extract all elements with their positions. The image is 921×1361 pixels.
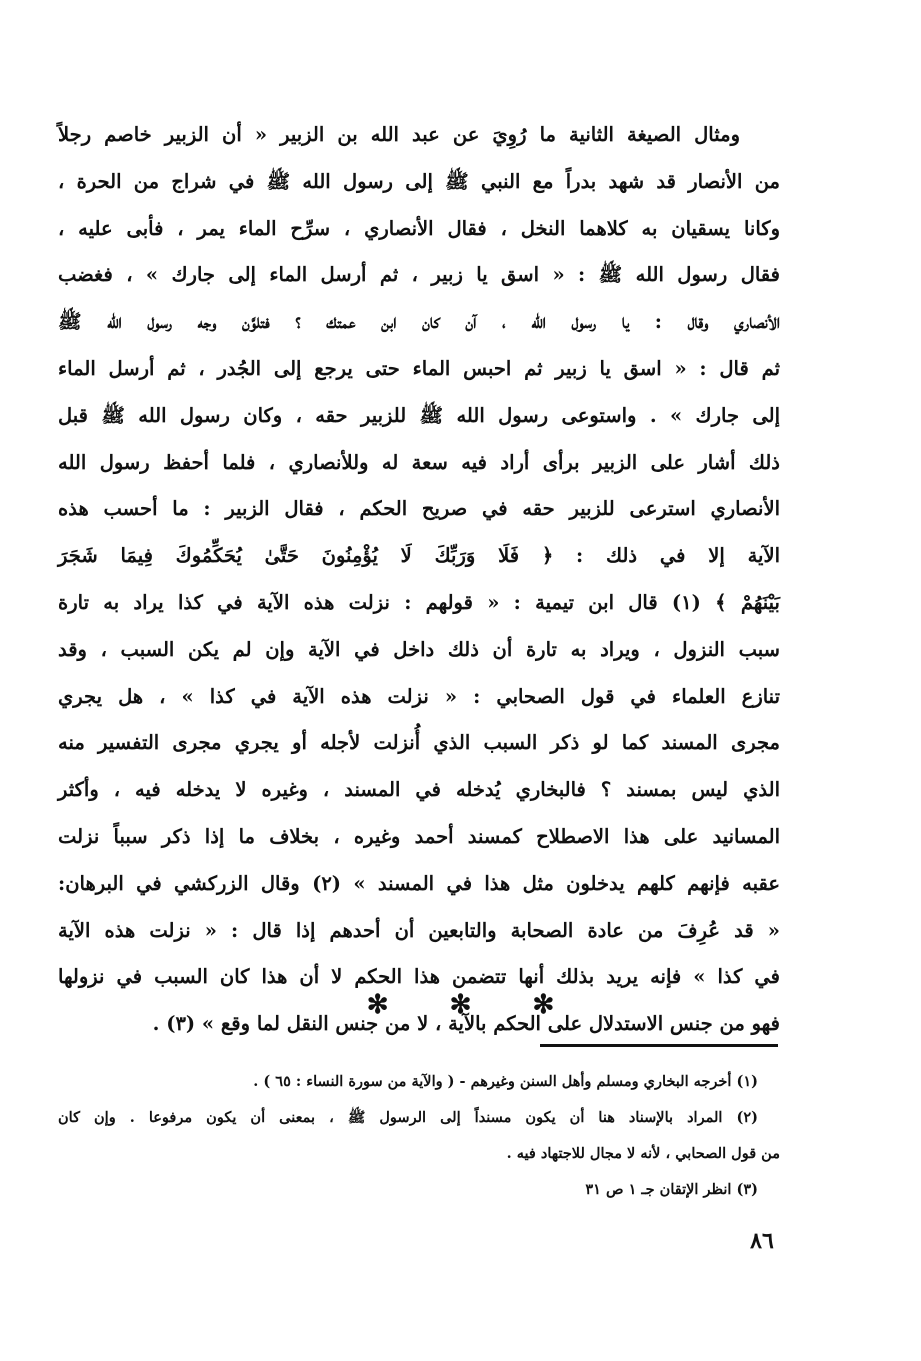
text-line: عقبه فإنهم كلهم يدخلون مثل هذا في المسند » (٢) وقال الزركشي في البرهان:: [58, 871, 780, 895]
text-line: إلى جارك » . واستوعى رسول الله ﷺ للزبير حقه ، وكان رسول الله ﷺ قبل: [58, 403, 780, 427]
footnote-3: (٣) انظر الإتقان جـ ١ ص ٣١: [585, 1181, 758, 1198]
footnote-rule: [540, 1044, 778, 1047]
main-text: [58, 112, 780, 1048]
text-line: الأنصاري استرعى للزبير حقه في صريح الحكم ، فقال الزبير : ما أحسب هذه: [58, 497, 780, 521]
footnote-2-continuation: من قول الصحابي ، لأنه لا مجال للاجتهاد فيه .: [506, 1145, 780, 1162]
text-line: الآية إلا في ذلك : ﴿ فَلَا وَرَبِّكَ لَا يُؤْمِنُونَ حَتَّىٰ يُحَكِّمُوكَ فِيمَا شَجَرَ: [58, 544, 780, 568]
text-line: في كذا » فإنه يريد بذلك أنها تتضمن هذا الحكم لا أن هذا كان السبب في نزولها: [58, 965, 780, 989]
text-line: تنازع العلماء في قول الصحابي : « نزلت هذه الآية في كذا » ، هل يجري: [58, 684, 780, 708]
text-line: فهو من جنس الاستدلال على الحكم بالآية ، لا من جنس النقل لما وقع » (٣) .: [152, 1012, 780, 1036]
text-line: وكانا يسقيان به كلاهما النخل ، فقال الأنصاري ، سرِّح الماء يمر ، فأبى عليه ،: [58, 216, 780, 240]
text-line: المسانيد على هذا الاصطلاح كمسند أحمد وغيره ، بخلاف ما إذا ذكر سبباً نزلت: [58, 824, 780, 848]
text-line: الذي ليس بمسند ؟ فالبخاري يُدخله في المسند ، وغيره لا يدخله فيه ، وأكثر: [58, 778, 780, 802]
footnotes: [58, 1064, 780, 1208]
text-line: ثم قال : « اسق يا زبير ثم احبس الماء حتى يرجع إلى الجُدر ، ثم أرسل الماء: [58, 356, 780, 380]
text-line: من الأنصار قد شهد بدراً مع النبي ﷺ إلى رسول الله ﷺ في شراج من الحرة ،: [58, 169, 780, 193]
footnote-2: (٢) المراد بالإسناد هنا أن يكون مسنداً إلى الرسول ﷺ ، بمعنى أن يكون مرفوعا . وإن كان: [58, 1109, 758, 1126]
section-separator: ✻ ✻ ✻: [366, 990, 555, 1020]
text-line: مجرى المسند كما لو ذكر السبب الذي أُنزلت لأجله أو يجري مجرى التفسير منه: [58, 731, 780, 755]
text-line: « قد عُرِفَ من عادة الصحابة والتابعين أن أحدهم إذا قال : « نزلت هذه الآية: [58, 918, 780, 942]
page-number: ٨٦: [750, 1228, 774, 1254]
text-line: بَيْنَهُمْ ﴾ (١) قال ابن تيمية : « قولهم : نزلت هذه الآية في كذا يراد به تارة: [58, 590, 780, 614]
text-line: سبب النزول ، ويراد به تارة أن ذلك داخل في الآية وإن لم يكن السبب ، وقد: [58, 637, 780, 661]
text-line: ومثال الصيغة الثانية ما رُوِيَ عن عبد الله بن الزبير « أن الزبير خاصم رجلاً: [58, 123, 740, 146]
text-line: الأنصاري وقال : يا رسول الله ، آن كان ابن عمتك ؟ فتلوَّن وجه رسول الله ﷺ: [58, 310, 780, 334]
footnote-1: (١) أخرجه البخاري ومسلم وأهل السنن وغيرهم - ( والآية من سورة النساء : ٦٥ ) .: [253, 1073, 758, 1090]
text-line: فقال رسول الله ﷺ : « اسق يا زبير ، ثم أرسل الماء إلى جارك » ، فغضب: [58, 263, 780, 287]
text-line: ذلك أشار على الزبير برأى أراد فيه سعة له وللأنصاري ، فلما أحفظ رسول الله: [58, 450, 780, 474]
